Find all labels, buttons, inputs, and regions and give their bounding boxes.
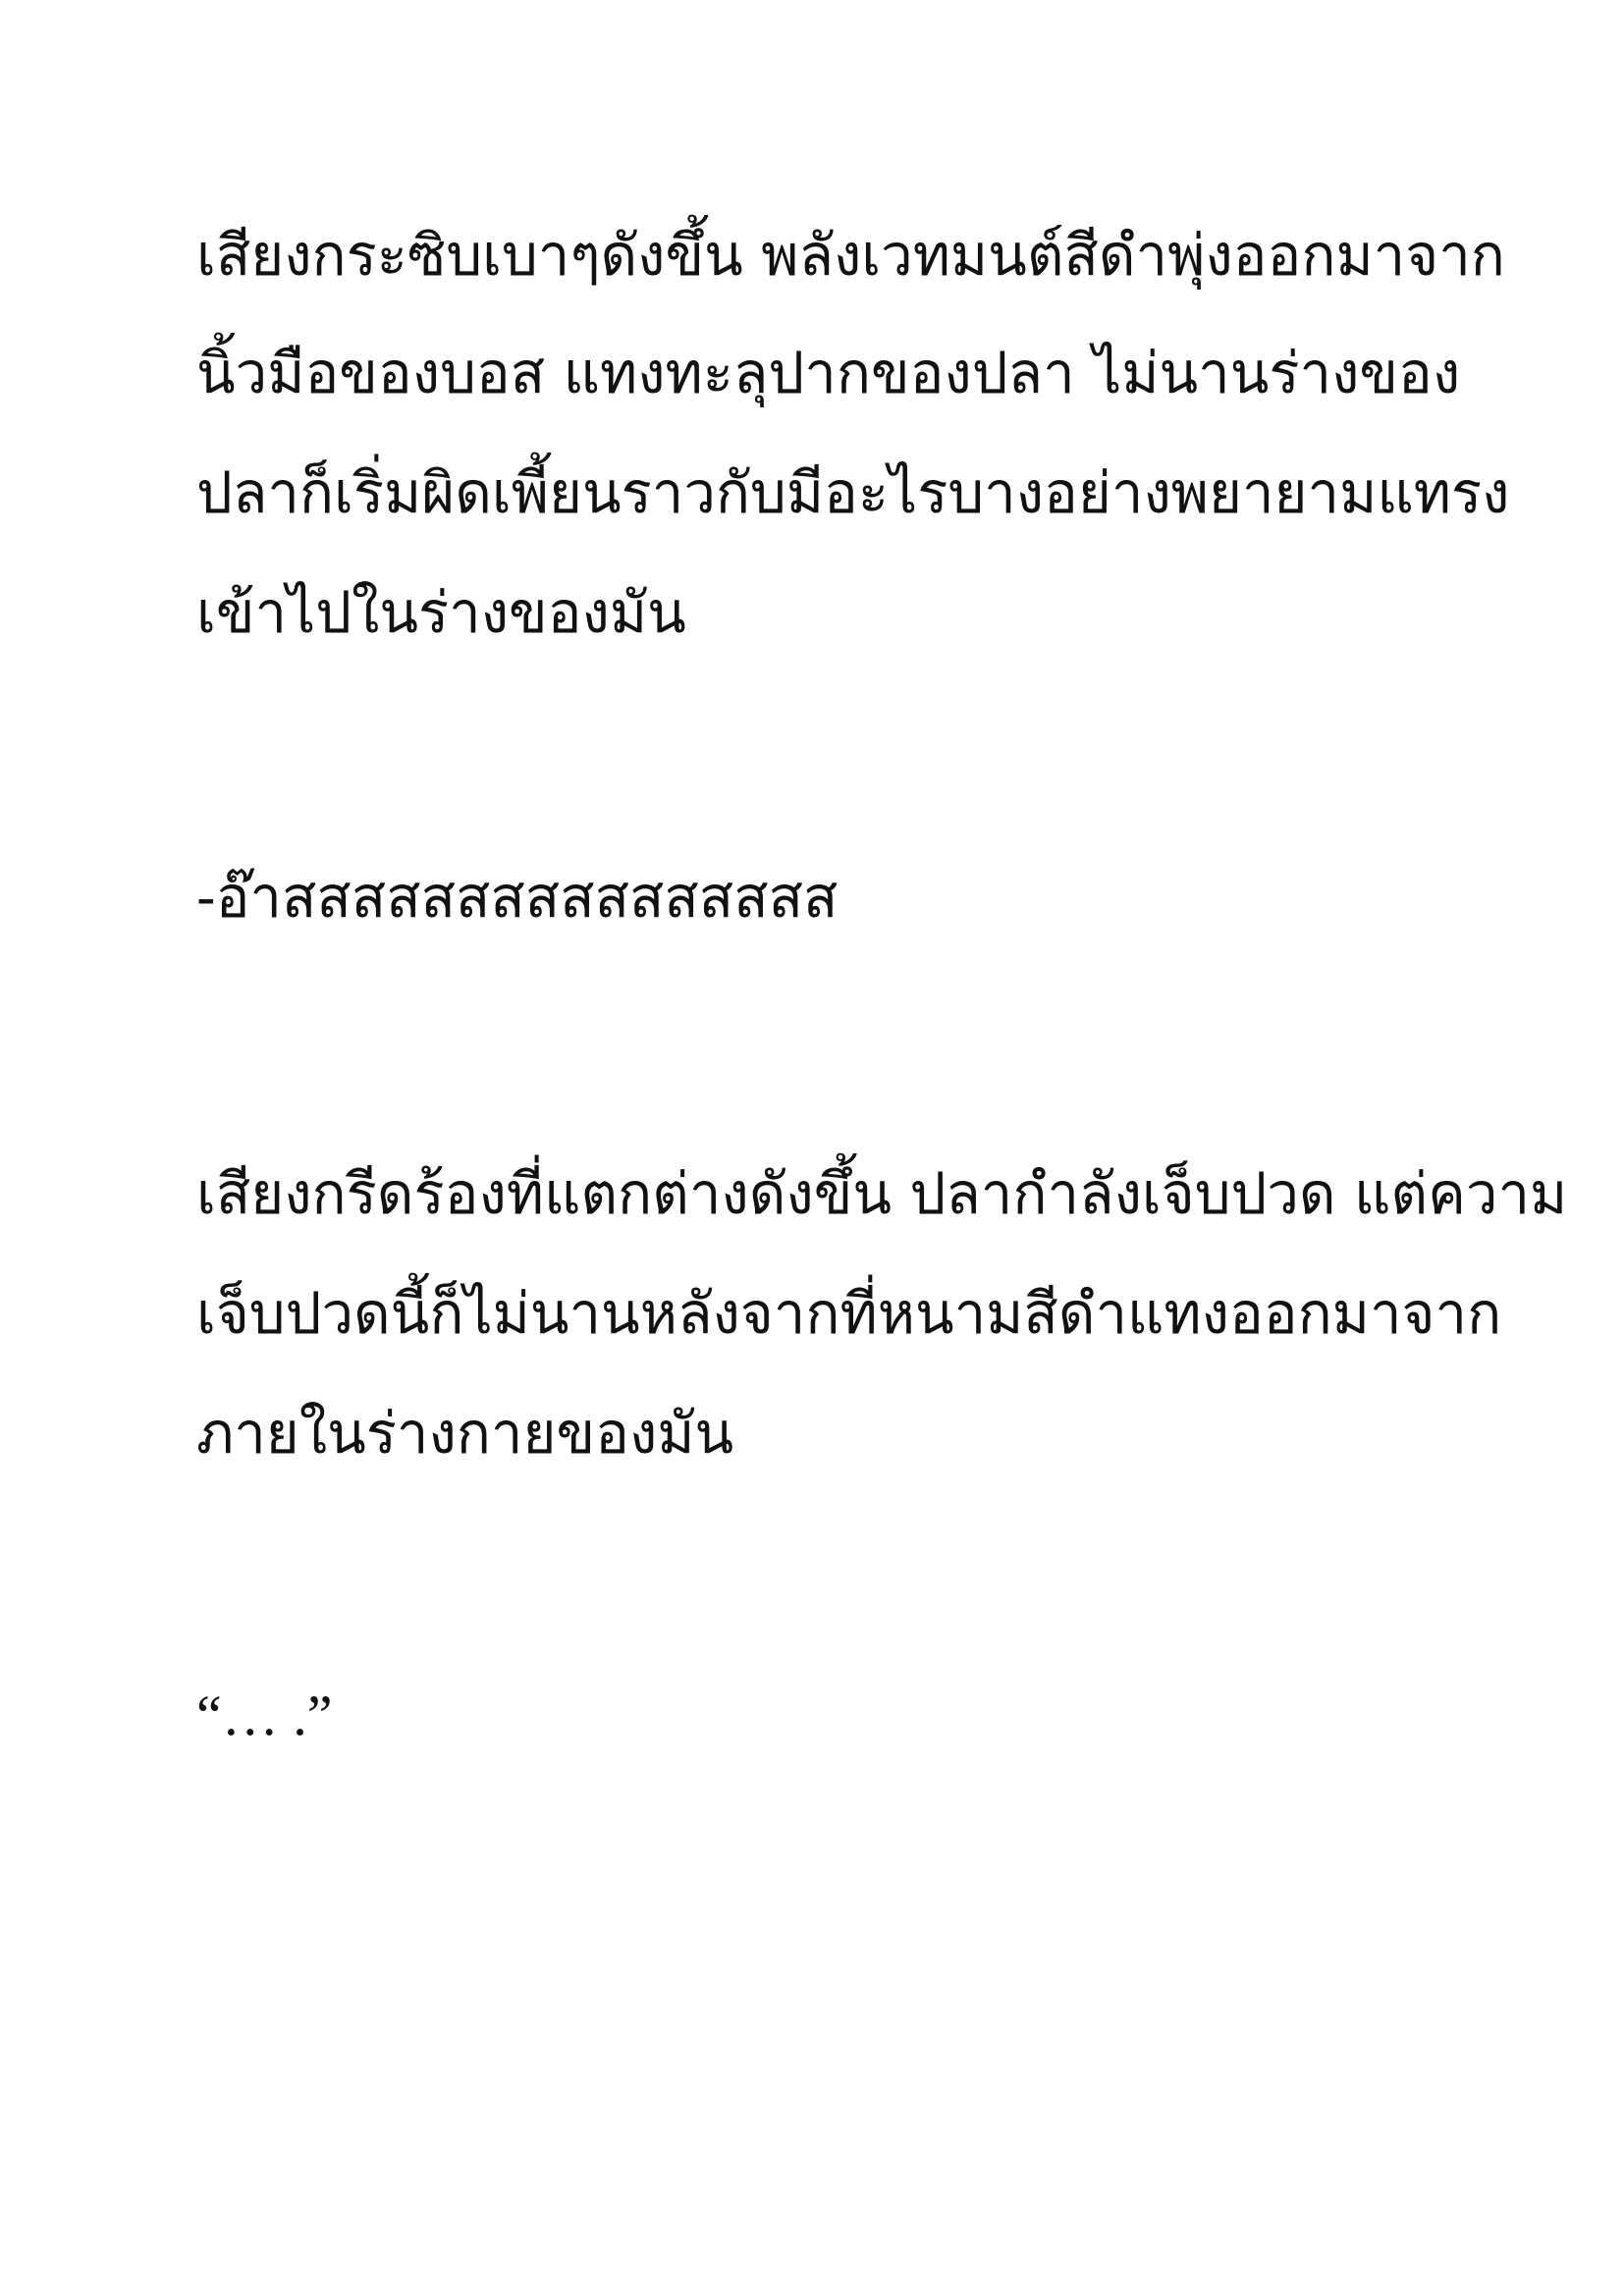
paragraph-1-line-1: เสียงกระซิบเบาๆดังขึ้น พลังเวทมนต์สีดำพุ่งออกมาจาก (196, 222, 1505, 289)
paragraph-1-line-2: นิ้วมือของบอส แทงทะลุปากของปลา ไม่นานร่างของ (196, 340, 1461, 406)
paragraph-1-line-3: ปลาก็เริ่มผิดเพี้ยนราวกับมีอะไรบางอย่างพยายามแทรง (196, 459, 1510, 526)
paragraph-3-line-3: ภายในร่างกายของมัน (196, 1400, 734, 1467)
paragraph-2-line-1: -อ๊าสสสสสสสสสสสสสสสส (196, 864, 839, 931)
paragraph-1-line-4: เข้าไปในร่างของมัน (196, 579, 686, 646)
paragraph-3-line-1: เสียงกรีดร้องที่แตกต่างดังขึ้น ปลากำลังเจ็บปวด แต่ความ (196, 1160, 1568, 1227)
paragraph-3-line-2: เจ็บปวดนี้ก็ไม่นานหลังจากที่หนามสีดำแทงออกมาจาก (196, 1280, 1502, 1347)
paragraph-4-ellipsis-quote: “… .” (196, 1683, 333, 1747)
